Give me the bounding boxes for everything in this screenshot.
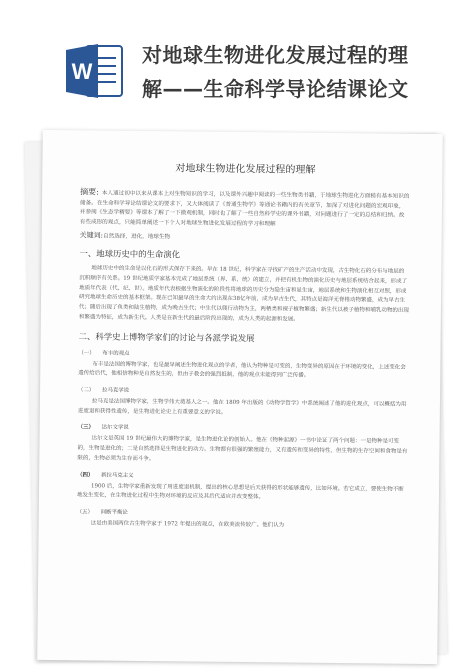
abstract [80,187,410,231]
document-title: 对地球生物进化发展过程的理解 [175,163,316,176]
subsection-heading [77,507,407,518]
subsection-heading [77,470,407,481]
subsection-text: 布丰是法国的博物学家，也是最早阐述生物进化观点的学者，他认为物种是可变的，生物变异的原因在于环境的变化，上述变化会遗传给后代，他相信物种是自然发生的，但由于教会的强烈抵制，他的观点未能得到广泛传播。 [78,361,406,380]
logo-letter: W [71,59,93,84]
subsection-title: 布丰的观点 [102,350,130,357]
abstract-text: 本人通过初中以来从课本上对生物知识的学习，以及课外兴趣中阅读的一些生物类书籍，于地球生物进化方面稍有基本知识的储备。在生命科学导论结课论文的要求下，又大体阅读了《普通生物学》等通论书籍内的有关章节，加深了对进化问题的宏观印象，并参阅《生态学精要》等课本了解了一下微观机制，同时也了解了一些自然科学史的课外书籍，对问题进行了一定的总结和归纳。故有些成形的观点，只能简单阐述一下个人对地球生物进化发展过程的学习和理解 [79,190,410,228]
subsection-number: （二） [78,387,95,394]
section-1-text: 地球历史中的生命是以化石的形式保存下来的。早在 18 世纪，科学家在寻找矿产的生产活动中发现，古生物化石的分布与地层的沉积顺序有关系。19 世纪地质学家基本完成了地层系统（界、系、统）的建立，并把有机生物的演化历史与地层系统结合起来，形成了地质年代表（代、纪、世）。地质年代表根据生物演化的阶段性将地球的历史分为隐生宙和显生宙，地层系统和生物演化相互对照，形成研究地球生命历史的基本框架。现在已知最早的生命大约出现在38亿年前，成为早古生代，其特点是海洋无脊椎动物繁盛，成为早古生代；随后出现了鱼类和陆生植物，成为晚古生代；中生代以爬行动物为主，两栖类和裸子植物繁盛；新生代以被子植物和哺乳动物的出现和繁盛为特征，成为新生代。人类是在新生代的最后阶段出现的，成为人类的起源和发展。 [78,265,409,323]
subsection-number: （三） [77,424,94,431]
subsection-title: 拉马克学说 [102,387,130,394]
section-2-title: 二、科学史上博物学家们的讨论与各派学说发展 [78,330,255,343]
document-body [77,158,411,532]
subsection-text: 这是由美国两位古生物学家于 1972 年提出的观点，在欧美流传较广。他们认为 [90,520,285,529]
subsection-number: （一） [78,349,95,357]
subsection-number: （四） [77,471,94,478]
subsection-text: 达尔文是英国 19 世纪最伟大的博物学家，是生物进化论的创始人。他在《物种起源》一书中论证了两个问题：一是物种是可变的，生物是进化的；二是自然选择是生物进化的动力。生物都有很强的繁殖能力，又有遗传和变异的特性，但生物的生存空间和食物是有限的，生物必须为生存而斗争。 [77,435,408,462]
keywords-text: 自然选择，进化，地球生物 [102,233,171,241]
section-1-title: 一、地球历史中的生命演化 [79,248,181,260]
subsection-title: 新拉马克主义 [101,472,134,479]
subsection-title: 达尔文学说 [101,424,129,432]
page-title [142,38,462,106]
word-document-icon [64,40,126,102]
keywords-label: 关键词: [79,231,104,240]
keywords [80,231,410,244]
document-page [37,130,443,664]
subsection-heading [78,348,408,359]
title-line-2: 解——生命科学导论结课论文 [142,77,409,101]
subsection-number: （五） [76,509,94,516]
subsection-title: 间断平衡论 [100,509,128,516]
subsection-list [77,348,409,532]
subsection-text: 1900 后，生物学家重新发现了用进废退机制，提出的核心思想是后天获得的形状能够遗传，比如环境。若它成立，要使生物不断地发生变化，在生物进化过程中生物对环境的反应及其后代适应并改变整体。 [76,482,404,501]
abstract-label: 摘要: [80,187,99,197]
page-header [0,0,474,120]
subsection-heading [78,423,408,434]
subsection-heading [78,385,408,396]
title-line-1: 对地球生物进化发展过程的理 [142,43,409,67]
subsection-text: 拉马克是法国博物学家，生物学伟大奠基人之一。他在 1809 年出版的《动物学哲学》中系统阐述了他的进化观点，可以概括为用进废退和获得性遗传，是生物进化论史上有重要意义的学说。 [77,398,407,416]
